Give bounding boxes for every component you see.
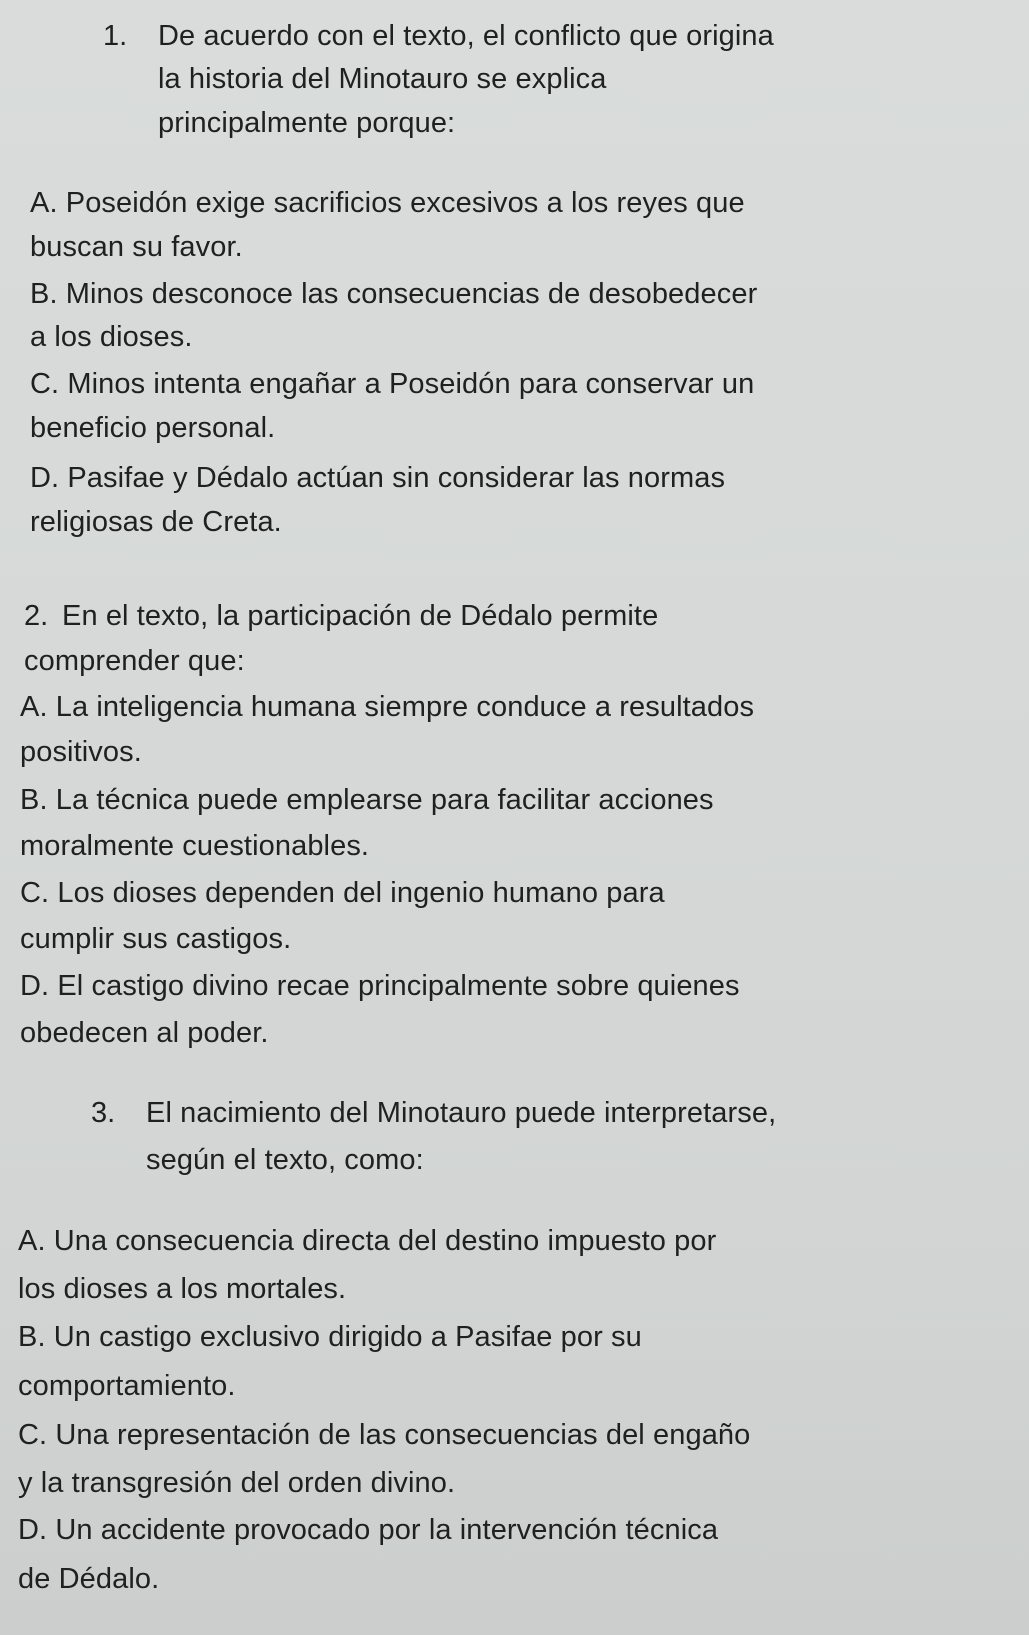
option-b-line: B. La técnica puede emplearse para facilitar acciones [20,784,714,816]
option-d-line: de Dédalo. [18,1563,160,1595]
option-a-line: los dioses a los mortales. [18,1273,347,1305]
option-d-line: religiosas de Creta. [30,506,282,538]
option-c-line: C. Minos intenta engañar a Poseidón para conservar un [30,368,755,400]
option-b-line: a los dioses. [30,321,193,353]
question-number: 2. [24,600,49,632]
question-stem-line: De acuerdo con el texto, el conflicto que origina [158,20,774,52]
question-stem-line: El nacimiento del Minotauro puede interpretarse, [146,1097,777,1129]
option-c-line: cumplir sus castigos. [20,923,292,955]
option-c-line: C. Una representación de las consecuencias del engaño [18,1419,751,1451]
question-number: 3. [91,1097,116,1129]
option-c-line: y la transgresión del orden divino. [18,1467,456,1499]
option-b-line: comportamiento. [18,1370,236,1402]
question-stem-line: En el texto, la participación de Dédalo permite [62,600,659,632]
question-stem-line: según el texto, como: [146,1144,424,1176]
option-c-line: beneficio personal. [30,412,276,444]
option-d-line: D. El castigo divino recae principalmente sobre quienes [20,970,740,1002]
option-a-line: A. La inteligencia humana siempre conduce a resultados [20,691,755,723]
option-a-line: buscan su favor. [30,231,243,263]
option-b-line: B. Minos desconoce las consecuencias de desobedecer [30,278,758,310]
option-d-line: D. Un accidente provocado por la intervención técnica [18,1514,719,1546]
question-number: 1. [103,20,128,52]
question-stem-line: comprender que: [24,645,245,677]
question-stem-line: la historia del Minotauro se explica [158,63,607,95]
option-a-line: A. Poseidón exige sacrificios excesivos a los reyes que [30,187,745,219]
option-d-line: obedecen al poder. [20,1017,269,1049]
option-c-line: C. Los dioses dependen del ingenio humano para [20,877,665,909]
option-b-line: B. Un castigo exclusivo dirigido a Pasifae por su [18,1321,642,1353]
question-stem-line: principalmente porque: [158,107,456,139]
option-d-line: D. Pasifae y Dédalo actúan sin considerar las normas [30,462,726,494]
option-a-line: A. Una consecuencia directa del destino impuesto por [18,1225,717,1257]
option-b-line: moralmente cuestionables. [20,830,370,862]
option-a-line: positivos. [20,736,142,768]
